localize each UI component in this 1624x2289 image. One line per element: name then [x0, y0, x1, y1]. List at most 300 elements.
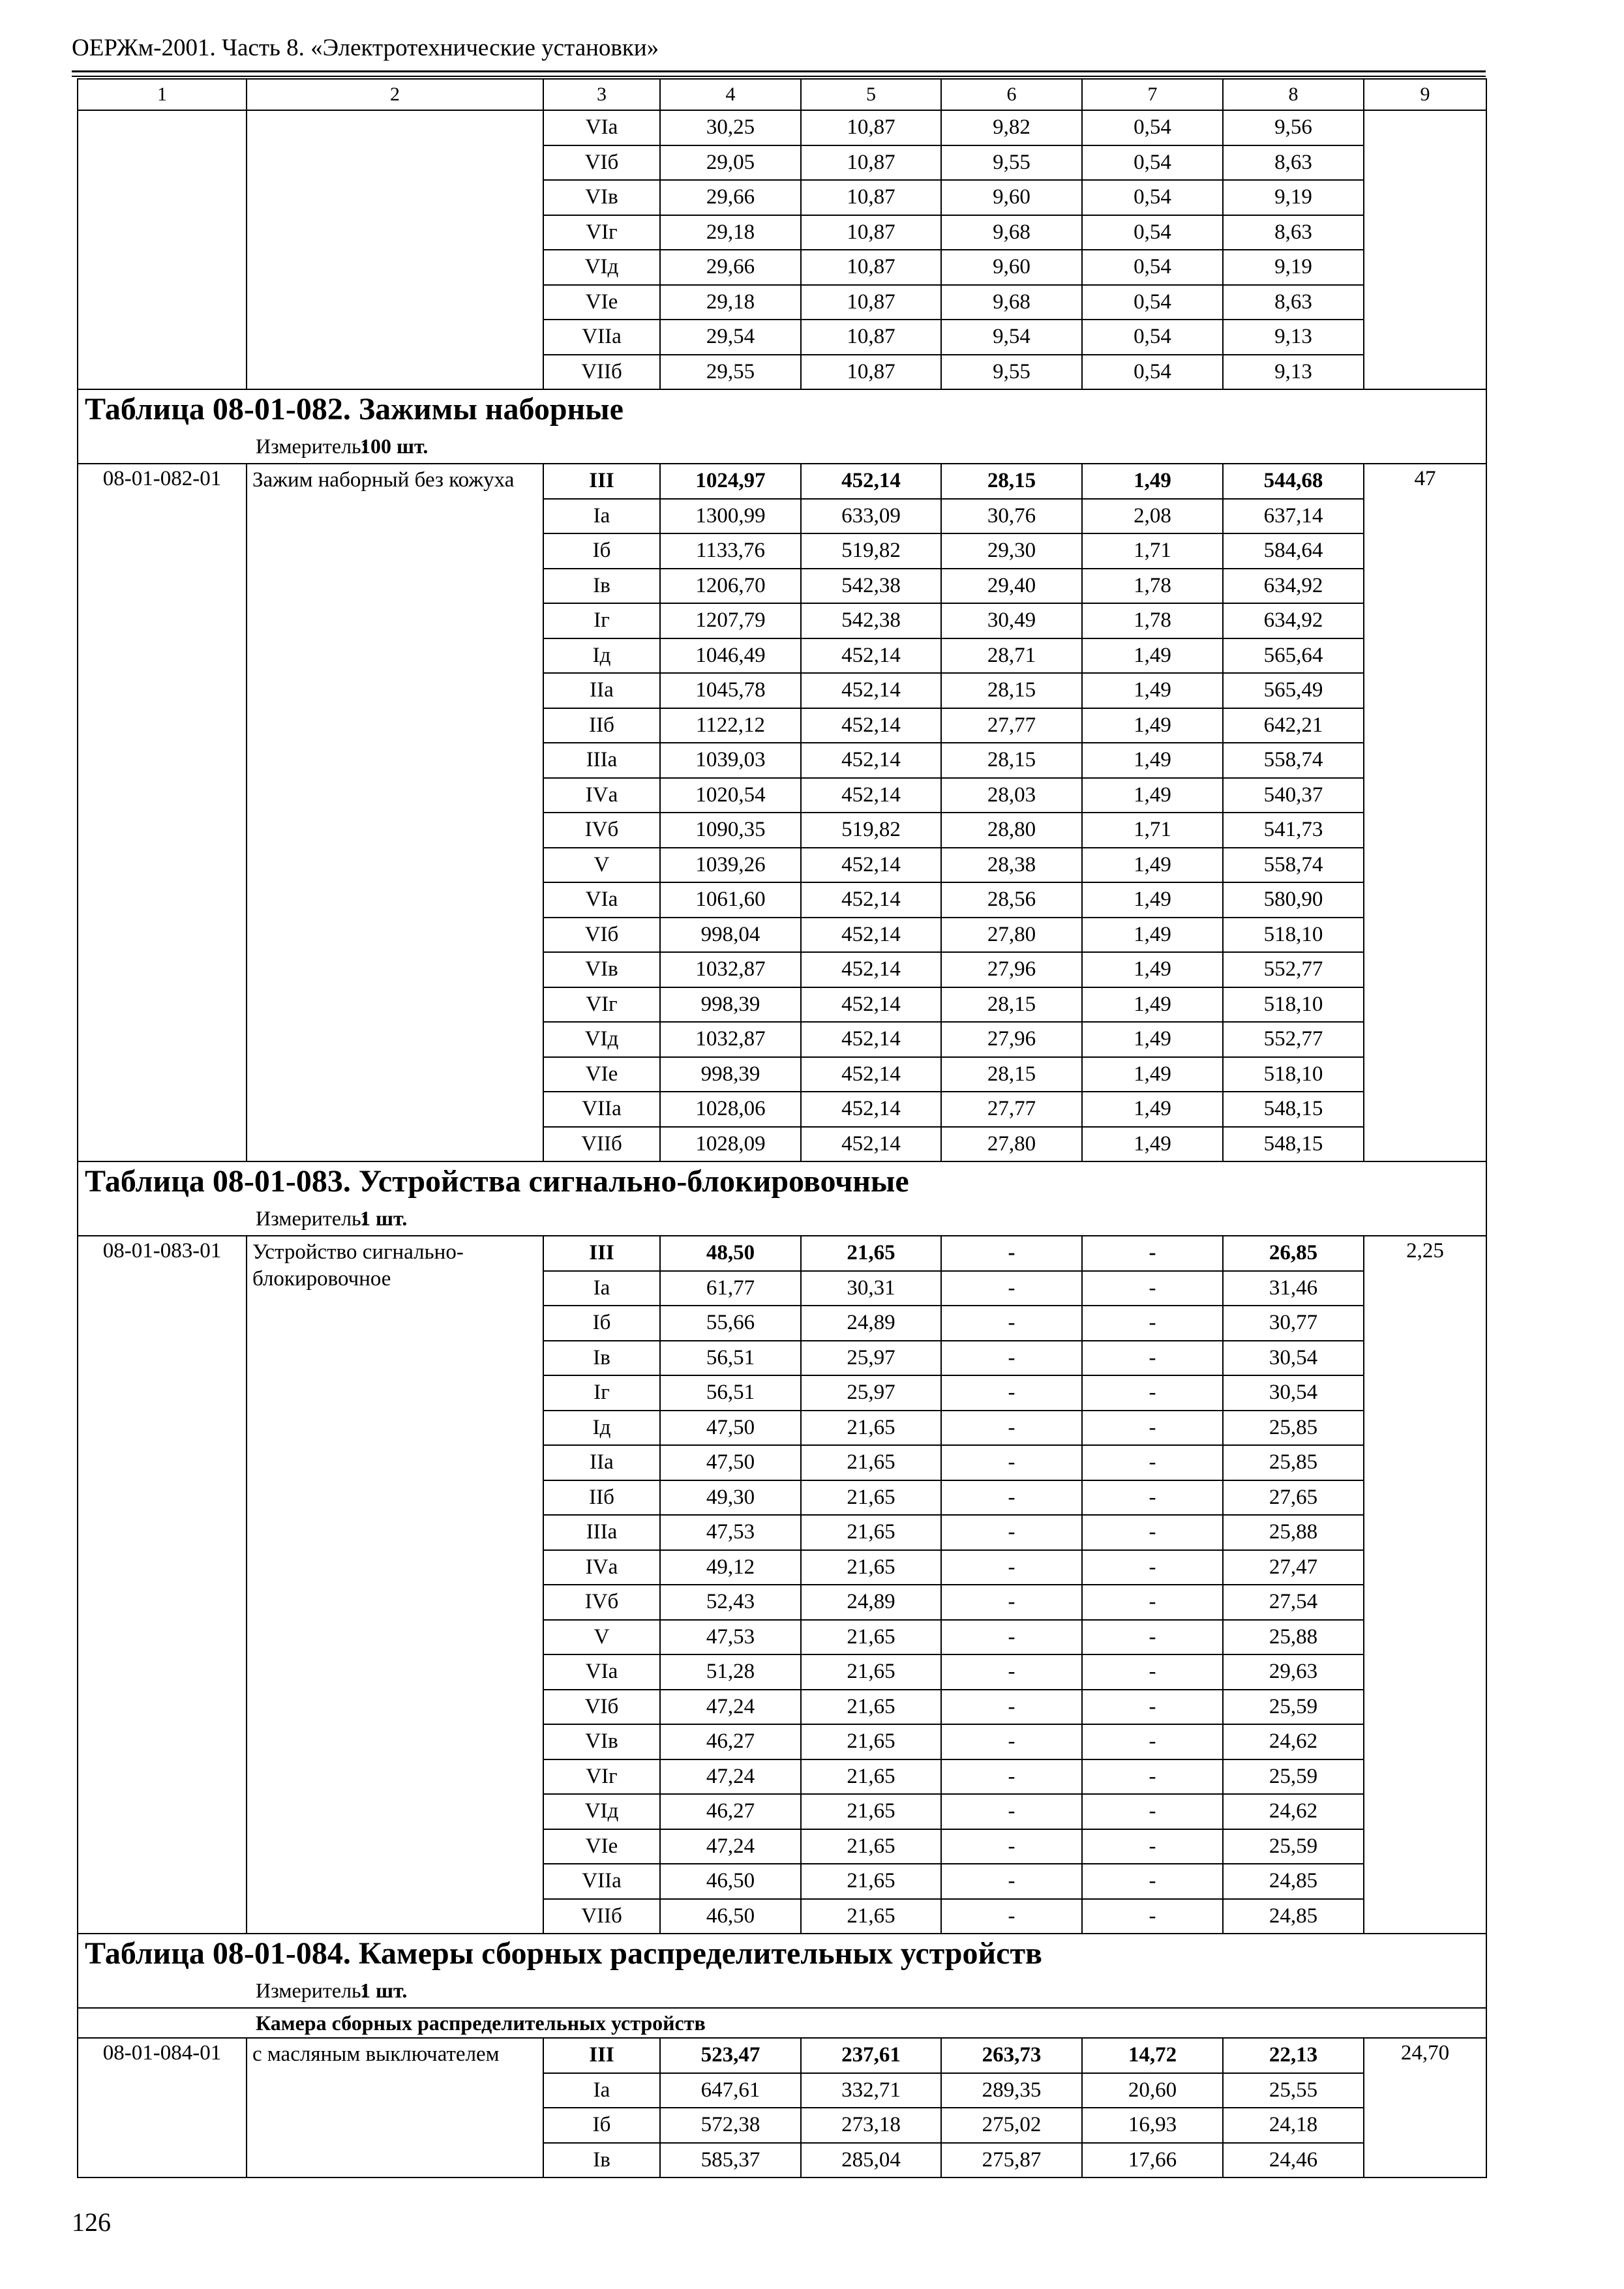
wages-cell: 452,14 [801, 464, 941, 499]
total-cost-cell: 46,50 [660, 1899, 801, 1934]
machines-cell: - [941, 1899, 1082, 1934]
materials-cell: 25,85 [1223, 1445, 1364, 1480]
wages-cell: 21,65 [801, 1654, 941, 1690]
total-cost-cell: 1207,79 [660, 603, 801, 638]
machinists-wages-cell: - [1082, 1271, 1223, 1306]
materials-cell: 548,15 [1223, 1092, 1364, 1127]
materials-cell: 544,68 [1223, 464, 1364, 499]
meter-value: 1 шт. [360, 1980, 408, 2002]
machines-cell: - [941, 1794, 1082, 1829]
materials-cell: 552,77 [1223, 952, 1364, 987]
total-cost-cell: 47,24 [660, 1690, 801, 1725]
price-zone-cell: Iб [543, 533, 660, 569]
materials-cell: 634,92 [1223, 603, 1364, 638]
total-cost-cell: 46,27 [660, 1794, 801, 1829]
header-rule-thin [72, 76, 1486, 77]
machines-cell: 28,15 [941, 464, 1082, 499]
machines-cell: - [941, 1724, 1082, 1759]
total-cost-cell: 1028,06 [660, 1092, 801, 1127]
machinists-wages-cell: - [1082, 1759, 1223, 1795]
machinists-wages-cell: 14,72 [1082, 2038, 1223, 2073]
price-zone-cell: VIе [543, 1057, 660, 1092]
total-cost-cell: 1046,49 [660, 638, 801, 674]
machinists-wages-cell: 16,93 [1082, 2108, 1223, 2143]
total-cost-cell: 1020,54 [660, 778, 801, 813]
materials-cell: 9,19 [1223, 180, 1364, 215]
machinists-wages-cell: 1,49 [1082, 952, 1223, 987]
materials-cell: 548,15 [1223, 1127, 1364, 1162]
materials-cell: 565,49 [1223, 673, 1364, 708]
price-zone-cell: VIIб [543, 1127, 660, 1162]
total-cost-cell: 47,50 [660, 1445, 801, 1480]
wages-cell: 21,65 [801, 1724, 941, 1759]
column-number: 8 [1223, 79, 1364, 110]
materials-cell: 25,59 [1223, 1690, 1364, 1725]
wages-cell: 452,14 [801, 1092, 941, 1127]
price-zone-cell: VIа [543, 882, 660, 918]
name-cell: Устройство сигнально-блокировочное [247, 1236, 543, 1934]
machinists-wages-cell: - [1082, 1620, 1223, 1655]
price-zone-cell: Iа [543, 499, 660, 534]
machinists-wages-cell: - [1082, 1236, 1223, 1271]
machines-cell: 9,55 [941, 355, 1082, 390]
price-zone-cell: VIб [543, 145, 660, 181]
machinists-wages-cell: 1,49 [1082, 708, 1223, 743]
table-title-row [78, 1161, 1486, 1208]
total-cost-cell: 29,55 [660, 355, 801, 390]
materials-cell: 25,88 [1223, 1620, 1364, 1655]
machinists-wages-cell: - [1082, 1375, 1223, 1411]
machines-cell: 263,73 [941, 2038, 1082, 2073]
price-zone-cell: Iд [543, 638, 660, 674]
materials-cell: 25,59 [1223, 1759, 1364, 1795]
price-zone-cell: Iд [543, 1411, 660, 1446]
machines-cell: - [941, 1271, 1082, 1306]
wages-cell: 21,65 [801, 1550, 941, 1585]
total-cost-cell: 61,77 [660, 1271, 801, 1306]
table-row [78, 2038, 1486, 2073]
price-zone-cell: V [543, 848, 660, 883]
wages-cell: 21,65 [801, 1864, 941, 1899]
materials-cell: 31,46 [1223, 1271, 1364, 1306]
total-cost-cell: 56,51 [660, 1341, 801, 1376]
machinists-wages-cell: 1,49 [1082, 778, 1223, 813]
wages-cell: 21,65 [801, 1480, 941, 1516]
total-cost-cell: 1045,78 [660, 673, 801, 708]
machinists-wages-cell: 0,54 [1082, 355, 1223, 390]
total-cost-cell: 47,24 [660, 1759, 801, 1795]
meter-row [78, 1980, 1486, 2008]
total-cost-cell: 998,39 [660, 987, 801, 1023]
column-number: 5 [801, 79, 941, 110]
total-cost-cell: 49,12 [660, 1550, 801, 1585]
price-zone-cell: VIб [543, 918, 660, 953]
wages-cell: 24,89 [801, 1585, 941, 1620]
machinists-wages-cell: - [1082, 1550, 1223, 1585]
total-cost-cell: 29,66 [660, 250, 801, 285]
machines-cell: - [941, 1375, 1082, 1411]
materials-cell: 30,54 [1223, 1375, 1364, 1411]
machines-cell: 28,71 [941, 638, 1082, 674]
total-cost-cell: 523,47 [660, 2038, 801, 2073]
machinists-wages-cell: 17,66 [1082, 2143, 1223, 2178]
machinists-wages-cell: 1,78 [1082, 603, 1223, 638]
price-zone-cell: VIг [543, 215, 660, 250]
total-cost-cell: 1032,87 [660, 1022, 801, 1057]
wages-cell: 633,09 [801, 499, 941, 534]
table-title-row [78, 1934, 1486, 1980]
machinists-wages-cell: - [1082, 1341, 1223, 1376]
price-zone-cell: IIб [543, 708, 660, 743]
machines-cell: 28,15 [941, 987, 1082, 1023]
machinists-wages-cell: - [1082, 1654, 1223, 1690]
wages-cell: 452,14 [801, 848, 941, 883]
price-zone-cell: VIг [543, 987, 660, 1023]
price-zone-cell: VIг [543, 1759, 660, 1795]
machines-cell: 9,68 [941, 285, 1082, 320]
materials-cell: 25,59 [1223, 1829, 1364, 1864]
price-zone-cell: VIа [543, 1654, 660, 1690]
meter-value: 1 шт. [360, 1208, 408, 1230]
machinists-wages-cell: 1,49 [1082, 743, 1223, 778]
price-zone-cell: IVа [543, 778, 660, 813]
code-cell [78, 110, 247, 389]
price-zone-cell: IIа [543, 1445, 660, 1480]
total-cost-cell: 47,24 [660, 1829, 801, 1864]
materials-cell: 540,37 [1223, 778, 1364, 813]
machines-cell: 28,03 [941, 778, 1082, 813]
total-cost-cell: 29,05 [660, 145, 801, 181]
machinists-wages-cell: 0,54 [1082, 145, 1223, 181]
wages-cell: 10,87 [801, 180, 941, 215]
machinists-wages-cell: 1,71 [1082, 533, 1223, 569]
price-zone-cell: IVб [543, 1585, 660, 1620]
machinists-wages-cell: - [1082, 1864, 1223, 1899]
materials-cell: 518,10 [1223, 1057, 1364, 1092]
name-cell: Зажим наборный без кожуха [247, 464, 543, 1161]
price-zone-cell: VIв [543, 952, 660, 987]
total-cost-cell: 47,53 [660, 1515, 801, 1550]
machines-cell: 28,15 [941, 1057, 1082, 1092]
machines-cell: - [941, 1759, 1082, 1795]
machines-cell: 27,80 [941, 918, 1082, 953]
wages-cell: 452,14 [801, 882, 941, 918]
materials-cell: 9,13 [1223, 320, 1364, 355]
machinists-wages-cell: 1,49 [1082, 673, 1223, 708]
machines-cell: - [941, 1480, 1082, 1516]
price-zone-cell: Iв [543, 2143, 660, 2178]
table-title: Таблица 08-01-083. Устройства сигнально-блокировочные [78, 1161, 1486, 1208]
price-zone-cell: VIе [543, 1829, 660, 1864]
machines-cell: - [941, 1445, 1082, 1480]
wages-cell: 332,71 [801, 2073, 941, 2108]
total-cost-cell: 1032,87 [660, 952, 801, 987]
price-zone-cell: Iб [543, 1306, 660, 1341]
materials-cell: 565,64 [1223, 638, 1364, 674]
machines-cell: 275,02 [941, 2108, 1082, 2143]
machinists-wages-cell: - [1082, 1794, 1223, 1829]
wages-cell: 452,14 [801, 1022, 941, 1057]
materials-cell: 518,10 [1223, 918, 1364, 953]
wages-cell: 24,89 [801, 1306, 941, 1341]
machines-cell: - [941, 1411, 1082, 1446]
materials-cell: 580,90 [1223, 882, 1364, 918]
wages-cell: 21,65 [801, 1445, 941, 1480]
total-cost-cell: 1039,26 [660, 848, 801, 883]
price-zone-cell: Iв [543, 1341, 660, 1376]
subheading-row [78, 2008, 1486, 2038]
machinists-wages-cell: 0,54 [1082, 215, 1223, 250]
materials-cell: 9,13 [1223, 355, 1364, 390]
meter-label: Измеритель: [256, 1208, 367, 1230]
name-cell: с масляным выключателем [247, 2038, 543, 2177]
meter-label: Измеритель: [256, 436, 367, 458]
materials-cell: 30,77 [1223, 1306, 1364, 1341]
wages-cell: 25,97 [801, 1341, 941, 1376]
price-zone-cell: III [543, 464, 660, 499]
price-zone-cell: Iб [543, 2108, 660, 2143]
materials-cell: 24,85 [1223, 1864, 1364, 1899]
total-cost-cell: 46,27 [660, 1724, 801, 1759]
wages-cell: 21,65 [801, 1515, 941, 1550]
machines-cell: - [941, 1515, 1082, 1550]
materials-cell: 27,54 [1223, 1585, 1364, 1620]
total-cost-cell: 1028,09 [660, 1127, 801, 1162]
machinists-wages-cell: 20,60 [1082, 2073, 1223, 2108]
column-number: 2 [247, 79, 543, 110]
machinists-wages-cell: - [1082, 1306, 1223, 1341]
total-cost-cell: 998,04 [660, 918, 801, 953]
total-cost-cell: 55,66 [660, 1306, 801, 1341]
materials-cell: 24,62 [1223, 1724, 1364, 1759]
materials-cell: 637,14 [1223, 499, 1364, 534]
materials-cell: 8,63 [1223, 285, 1364, 320]
table-title-row [78, 389, 1486, 436]
wages-cell: 237,61 [801, 2038, 941, 2073]
machines-cell: 29,40 [941, 569, 1082, 604]
total-cost-cell: 30,25 [660, 110, 801, 145]
total-cost-cell: 49,30 [660, 1480, 801, 1516]
price-zone-cell: III [543, 1236, 660, 1271]
table-row [78, 464, 1486, 499]
machines-cell: - [941, 1341, 1082, 1376]
materials-cell: 558,74 [1223, 743, 1364, 778]
materials-cell: 541,73 [1223, 813, 1364, 848]
wages-cell: 10,87 [801, 110, 941, 145]
machinists-wages-cell: - [1082, 1411, 1223, 1446]
wages-cell: 10,87 [801, 285, 941, 320]
wages-cell: 30,31 [801, 1271, 941, 1306]
total-cost-cell: 998,39 [660, 1057, 801, 1092]
meter-cell [78, 1980, 1486, 2008]
column-number: 7 [1082, 79, 1223, 110]
page-number: 126 [72, 2207, 111, 2237]
wages-cell: 10,87 [801, 320, 941, 355]
price-zone-cell: VIIа [543, 1092, 660, 1127]
materials-cell: 558,74 [1223, 848, 1364, 883]
materials-cell: 25,55 [1223, 2073, 1364, 2108]
machinists-wages-cell: - [1082, 1899, 1223, 1934]
header-rule [72, 70, 1486, 72]
machines-cell: 28,80 [941, 813, 1082, 848]
materials-cell: 27,65 [1223, 1480, 1364, 1516]
price-zone-cell: IIа [543, 673, 660, 708]
wages-cell: 285,04 [801, 2143, 941, 2178]
machines-cell: 9,54 [941, 320, 1082, 355]
wages-cell: 452,14 [801, 1127, 941, 1162]
machines-cell: 28,56 [941, 882, 1082, 918]
machines-cell: 9,68 [941, 215, 1082, 250]
column-number-row [78, 79, 1486, 110]
machines-cell: 30,76 [941, 499, 1082, 534]
meter-row [78, 1208, 1486, 1236]
rates-table-body [78, 79, 1486, 2177]
price-zone-cell: VIIа [543, 320, 660, 355]
machinists-wages-cell: 1,49 [1082, 987, 1223, 1023]
machines-cell: - [941, 1864, 1082, 1899]
machines-cell: 28,38 [941, 848, 1082, 883]
materials-cell: 27,47 [1223, 1550, 1364, 1585]
machinists-wages-cell: 1,49 [1082, 464, 1223, 499]
materials-cell: 8,63 [1223, 215, 1364, 250]
machinists-wages-cell: - [1082, 1829, 1223, 1864]
total-cost-cell: 48,50 [660, 1236, 801, 1271]
total-cost-cell: 52,43 [660, 1585, 801, 1620]
machines-cell: - [941, 1829, 1082, 1864]
wages-cell: 25,97 [801, 1375, 941, 1411]
total-cost-cell: 29,18 [660, 215, 801, 250]
materials-cell: 552,77 [1223, 1022, 1364, 1057]
machines-cell: 9,82 [941, 110, 1082, 145]
total-cost-cell: 1206,70 [660, 569, 801, 604]
machines-cell: - [941, 1690, 1082, 1725]
machines-cell: 9,60 [941, 250, 1082, 285]
materials-cell: 9,19 [1223, 250, 1364, 285]
machines-cell: - [941, 1236, 1082, 1271]
machines-cell: 27,96 [941, 952, 1082, 987]
machinists-wages-cell: 1,49 [1082, 1022, 1223, 1057]
materials-cell: 634,92 [1223, 569, 1364, 604]
machines-cell: - [941, 1550, 1082, 1585]
price-zone-cell: Iг [543, 603, 660, 638]
machines-cell: 27,80 [941, 1127, 1082, 1162]
price-zone-cell: VIд [543, 250, 660, 285]
wages-cell: 542,38 [801, 603, 941, 638]
meter-row [78, 436, 1486, 464]
materials-cell: 25,88 [1223, 1515, 1364, 1550]
total-cost-cell: 1133,76 [660, 533, 801, 569]
subheading: Камера сборных распределительных устройств [78, 2008, 1486, 2038]
wages-cell: 452,14 [801, 778, 941, 813]
total-cost-cell: 29,66 [660, 180, 801, 215]
price-zone-cell: VIв [543, 180, 660, 215]
labor-cell: 2,25 [1364, 1236, 1486, 1934]
price-zone-cell: IIIа [543, 743, 660, 778]
total-cost-cell: 46,50 [660, 1864, 801, 1899]
price-zone-cell: VIIб [543, 355, 660, 390]
price-zone-cell: Iа [543, 1271, 660, 1306]
machinists-wages-cell: - [1082, 1724, 1223, 1759]
machinists-wages-cell: 0,54 [1082, 250, 1223, 285]
meter-value: 100 шт. [360, 436, 429, 458]
machines-cell: 30,49 [941, 603, 1082, 638]
price-zone-cell: IIIа [543, 1515, 660, 1550]
table-row [78, 110, 1486, 145]
machines-cell: 27,77 [941, 708, 1082, 743]
machinists-wages-cell: - [1082, 1480, 1223, 1516]
wages-cell: 452,14 [801, 1057, 941, 1092]
total-cost-cell: 1039,03 [660, 743, 801, 778]
wages-cell: 21,65 [801, 1690, 941, 1725]
machines-cell: 27,77 [941, 1092, 1082, 1127]
machines-cell: - [941, 1585, 1082, 1620]
wages-cell: 10,87 [801, 355, 941, 390]
price-zone-cell: V [543, 1620, 660, 1655]
wages-cell: 542,38 [801, 569, 941, 604]
code-cell: 08-01-084-01 [78, 2038, 247, 2177]
price-zone-cell: VIб [543, 1690, 660, 1725]
total-cost-cell: 56,51 [660, 1375, 801, 1411]
wages-cell: 452,14 [801, 743, 941, 778]
materials-cell: 26,85 [1223, 1236, 1364, 1271]
machinists-wages-cell: 2,08 [1082, 499, 1223, 534]
wages-cell: 10,87 [801, 145, 941, 181]
machinists-wages-cell: 0,54 [1082, 180, 1223, 215]
price-zone-cell: VIе [543, 285, 660, 320]
machinists-wages-cell: 1,49 [1082, 918, 1223, 953]
total-cost-cell: 1024,97 [660, 464, 801, 499]
meter-cell [78, 1208, 1486, 1236]
wages-cell: 452,14 [801, 987, 941, 1023]
labor-cell [1364, 110, 1486, 389]
materials-cell: 30,54 [1223, 1341, 1364, 1376]
machines-cell: - [941, 1306, 1082, 1341]
price-zone-cell: Iв [543, 569, 660, 604]
total-cost-cell: 585,37 [660, 2143, 801, 2178]
machinists-wages-cell: - [1082, 1445, 1223, 1480]
wages-cell: 21,65 [801, 1794, 941, 1829]
price-zone-cell: IIб [543, 1480, 660, 1516]
materials-cell: 584,64 [1223, 533, 1364, 569]
wages-cell: 10,87 [801, 215, 941, 250]
wages-cell: 452,14 [801, 952, 941, 987]
table-row [78, 1236, 1486, 1271]
price-zone-cell: VIIа [543, 1864, 660, 1899]
wages-cell: 519,82 [801, 813, 941, 848]
machines-cell: 9,60 [941, 180, 1082, 215]
machinists-wages-cell: 0,54 [1082, 320, 1223, 355]
machinists-wages-cell: - [1082, 1690, 1223, 1725]
price-zone-cell: VIд [543, 1794, 660, 1829]
wages-cell: 452,14 [801, 708, 941, 743]
wages-cell: 21,65 [801, 1899, 941, 1934]
total-cost-cell: 1122,12 [660, 708, 801, 743]
machines-cell: - [941, 1620, 1082, 1655]
machines-cell: 27,96 [941, 1022, 1082, 1057]
machinists-wages-cell: 1,49 [1082, 638, 1223, 674]
labor-cell: 47 [1364, 464, 1486, 1161]
price-zone-cell: Iг [543, 1375, 660, 1411]
total-cost-cell: 47,50 [660, 1411, 801, 1446]
materials-cell: 24,18 [1223, 2108, 1364, 2143]
machines-cell: 29,30 [941, 533, 1082, 569]
machines-cell: 275,87 [941, 2143, 1082, 2178]
table-title: Таблица 08-01-082. Зажимы наборные [78, 389, 1486, 436]
machinists-wages-cell: 1,49 [1082, 882, 1223, 918]
labor-cell: 24,70 [1364, 2038, 1486, 2177]
machines-cell: 28,15 [941, 743, 1082, 778]
total-cost-cell: 647,61 [660, 2073, 801, 2108]
